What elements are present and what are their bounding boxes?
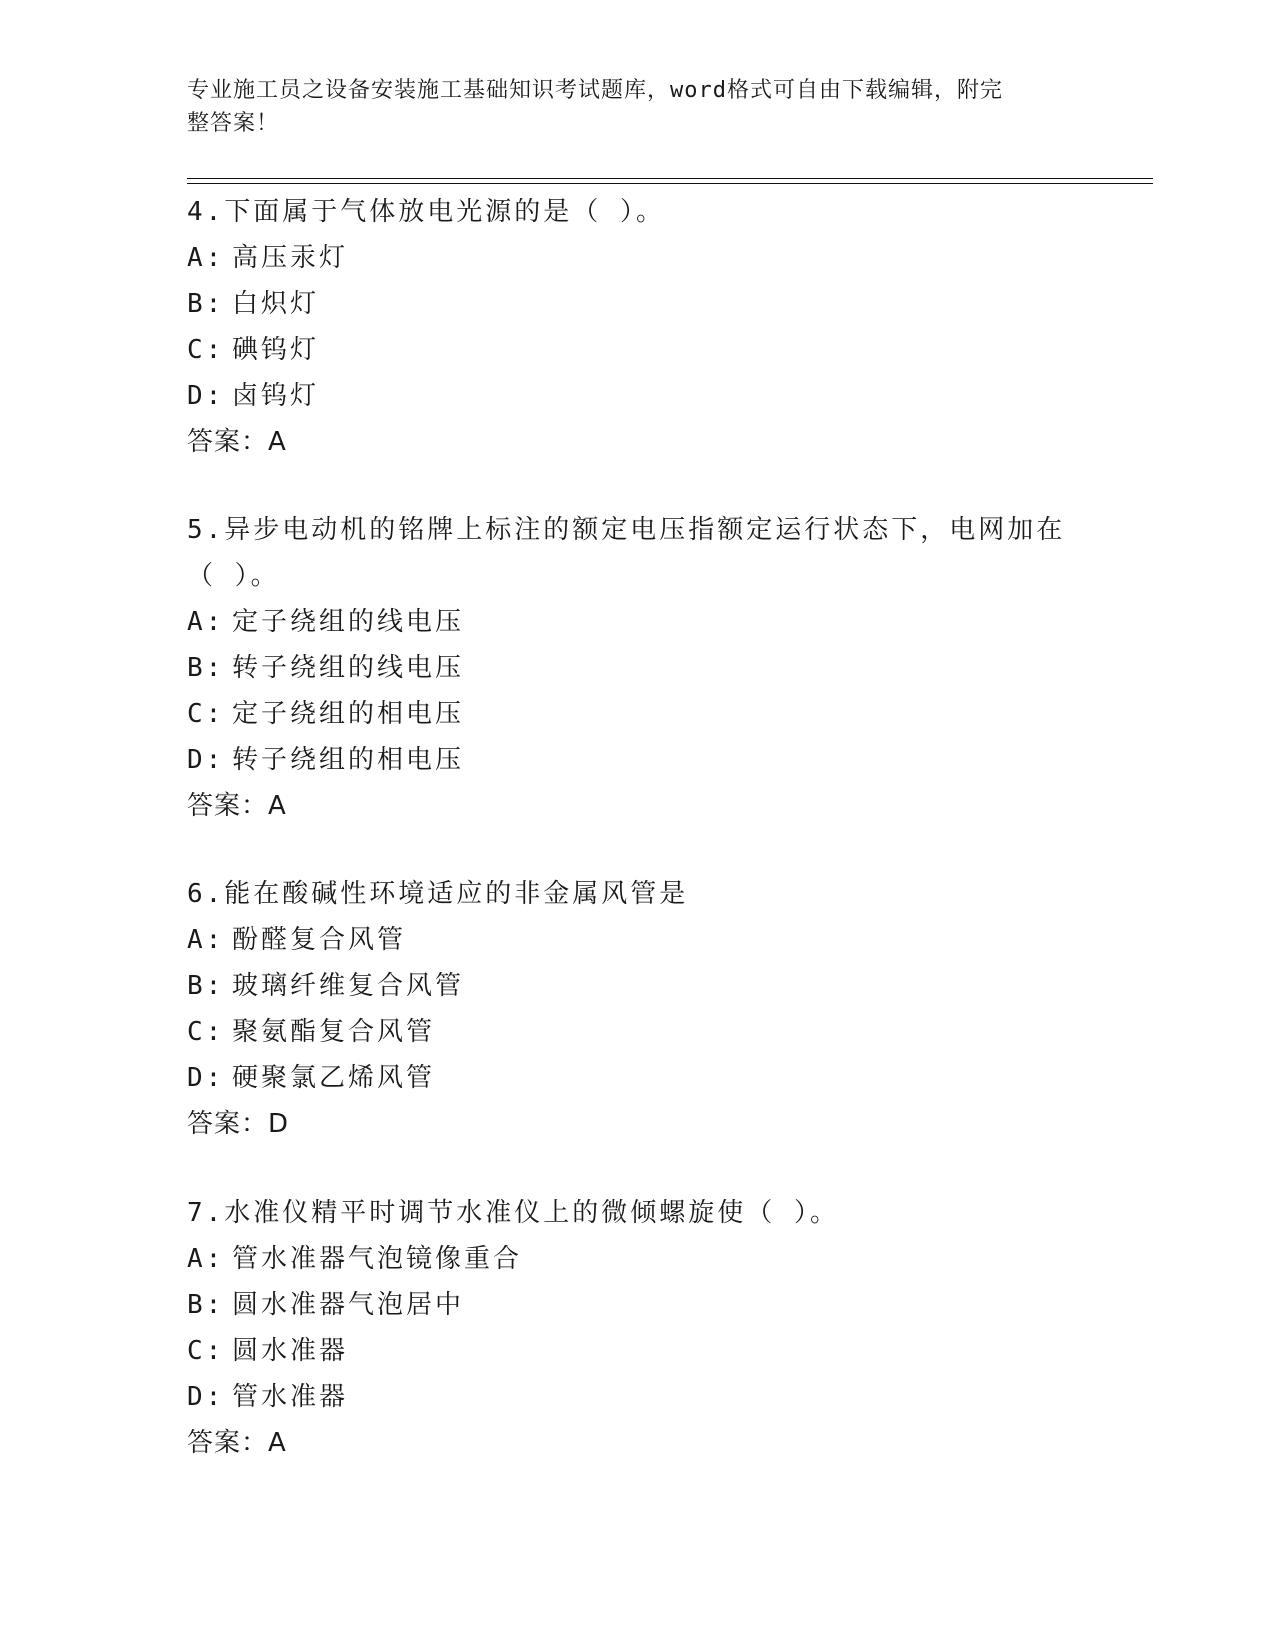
question-block xyxy=(187,871,1087,1147)
option-text: 管水准器 xyxy=(232,1382,349,1412)
option-text: 转子绕组的线电压 xyxy=(232,653,465,683)
option-text: 定子绕组的线电压 xyxy=(232,607,465,637)
option-d xyxy=(187,1374,1087,1420)
option-b xyxy=(187,963,1087,1009)
option-key: C: xyxy=(187,1017,225,1047)
option-text: 酚醛复合风管 xyxy=(232,925,407,955)
question-stem: 7.水准仪精平时调节水准仪上的微倾螺旋使（ ）。 xyxy=(187,1198,839,1228)
question-stem: 5.异步电动机的铭牌上标注的额定电压指额定运行状态下，电网加在 xyxy=(187,515,1066,545)
question-block xyxy=(187,1190,1087,1466)
option-a xyxy=(187,1236,1087,1282)
question-block xyxy=(187,189,1087,465)
header-line-2: 整答案！ xyxy=(187,111,280,136)
option-text: 玻璃纤维复合风管 xyxy=(232,971,465,1001)
option-text: 定子绕组的相电压 xyxy=(232,699,465,729)
question-stem: 6.能在酸碱性环境适应的非金属风管是 xyxy=(187,879,689,909)
option-text: 管水准器气泡镜像重合 xyxy=(232,1244,523,1274)
header-line-1: 专业施工员之设备安装施工基础知识考试题库，word格式可自由下载编辑，附完 xyxy=(187,78,1003,103)
option-key: D: xyxy=(187,1063,225,1093)
option-key: C: xyxy=(187,699,225,729)
option-key: A: xyxy=(187,607,225,637)
option-d xyxy=(187,1055,1087,1101)
option-key: B: xyxy=(187,971,225,1001)
question-stem: 4.下面属于气体放电光源的是（ ）。 xyxy=(187,197,665,227)
option-a xyxy=(187,599,1087,645)
option-key: A: xyxy=(187,925,225,955)
option-key: D: xyxy=(187,381,225,411)
option-text: 聚氨酯复合风管 xyxy=(232,1017,436,1047)
option-key: B: xyxy=(187,289,225,319)
header-divider-bottom xyxy=(187,183,1153,184)
option-key: B: xyxy=(187,653,225,683)
option-key: A: xyxy=(187,1244,225,1274)
header-divider-top xyxy=(187,178,1153,179)
answer-line: 答案：D xyxy=(187,1109,290,1139)
option-text: 卤钨灯 xyxy=(232,381,320,411)
option-text: 转子绕组的相电压 xyxy=(232,745,465,775)
option-text: 圆水准器 xyxy=(232,1336,349,1366)
option-key: D: xyxy=(187,1382,225,1412)
option-a xyxy=(187,235,1087,281)
option-text: 硬聚氯乙烯风管 xyxy=(232,1063,436,1093)
option-c xyxy=(187,1328,1087,1374)
question-block xyxy=(187,507,1087,829)
option-a xyxy=(187,917,1087,963)
option-text: 白炽灯 xyxy=(232,289,320,319)
option-d xyxy=(187,737,1087,783)
option-key: C: xyxy=(187,1336,225,1366)
option-key: B: xyxy=(187,1290,225,1320)
option-key: A: xyxy=(187,243,225,273)
answer-line: 答案：A xyxy=(187,1428,287,1458)
option-c xyxy=(187,327,1087,373)
option-key: D: xyxy=(187,745,225,775)
option-text: 高压汞灯 xyxy=(232,243,349,273)
option-text: 圆水准器气泡居中 xyxy=(232,1290,465,1320)
option-c xyxy=(187,691,1087,737)
option-b xyxy=(187,1282,1087,1328)
answer-line: 答案：A xyxy=(187,427,287,457)
document-header xyxy=(187,74,1067,140)
question-stem-continued: （ ）。 xyxy=(187,561,280,591)
option-key: C: xyxy=(187,335,225,365)
option-c xyxy=(187,1009,1087,1055)
option-b xyxy=(187,645,1087,691)
option-text: 碘钨灯 xyxy=(232,335,320,365)
answer-line: 答案：A xyxy=(187,791,287,821)
option-b xyxy=(187,281,1087,327)
option-d xyxy=(187,373,1087,419)
